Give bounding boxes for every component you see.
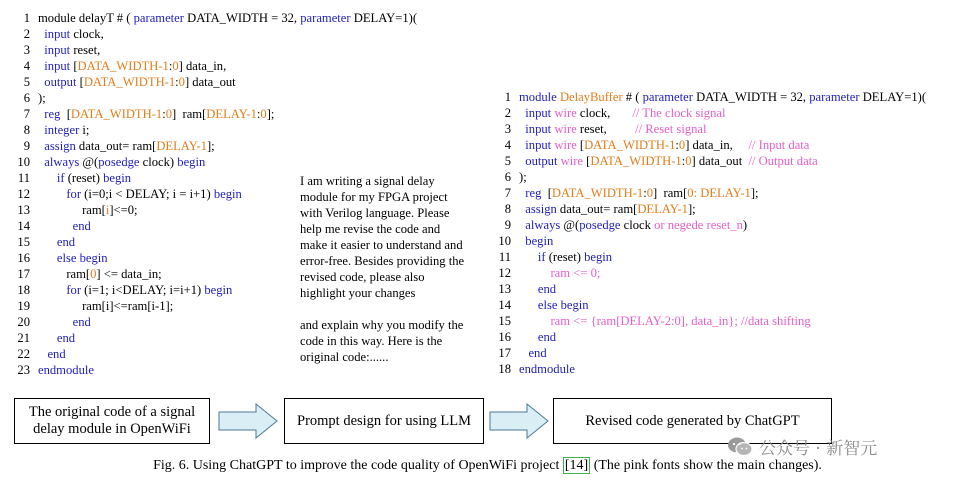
code-token: [38, 235, 57, 249]
line-number: 13: [17, 203, 30, 217]
line-number: 14: [498, 298, 511, 312]
code-line: [14, 42, 417, 58]
line-number: 9: [504, 218, 511, 232]
code-line: [495, 121, 926, 137]
code-token: if: [56, 171, 65, 185]
code-token: endmodule: [519, 362, 575, 376]
code-token: data_out= ram[: [556, 202, 638, 216]
code-token: [: [76, 75, 84, 89]
wechat-logo-icon: [727, 436, 753, 458]
code-token: else begin: [56, 251, 108, 265]
code-token: [38, 315, 73, 329]
code-token: end: [537, 282, 557, 296]
code-token: parameter: [642, 90, 693, 104]
code-token: [: [576, 138, 585, 152]
code-token: [519, 298, 538, 312]
code-token: wire: [554, 122, 577, 136]
line-number: 7: [504, 186, 511, 200]
code-token: // The clock signal: [632, 106, 726, 120]
code-line: [495, 217, 926, 233]
code-line: [495, 281, 926, 297]
code-token: DATA_WIDTH-1: [584, 138, 676, 152]
code-token: 0: [172, 59, 179, 73]
code-token: [38, 283, 66, 297]
line-number: 17: [17, 267, 30, 281]
code-token: parameter: [809, 90, 860, 104]
code-token: 0: [646, 186, 654, 200]
line-number: 21: [17, 331, 30, 345]
code-token: DATA_WIDTH-1: [83, 75, 176, 89]
prompt-design-box-label: Prompt design for using LLM: [297, 412, 471, 429]
line-number: 15: [17, 235, 30, 249]
line-number: 13: [498, 282, 511, 296]
code-token: input: [44, 59, 71, 73]
code-line: [495, 137, 926, 153]
code-token: end: [56, 331, 76, 345]
code-token: DATA_WIDTH-1: [77, 59, 169, 73]
code-token: :: [175, 75, 179, 89]
code-token: if: [537, 250, 546, 264]
code-line: [14, 106, 417, 122]
code-token: ];: [750, 186, 759, 200]
code-token: end: [72, 315, 91, 329]
code-line: [14, 74, 417, 90]
code-token: ] data_out: [691, 154, 749, 168]
code-token: :: [168, 59, 173, 73]
code-line: [495, 297, 926, 313]
code-line: [495, 249, 926, 265]
code-token: begin: [177, 155, 206, 169]
code-token: ram[: [38, 203, 106, 217]
watermark: [727, 434, 877, 459]
line-number: 5: [504, 154, 511, 168]
code-token: DATA_WIDTH-1: [590, 154, 682, 168]
prompt-text: [300, 173, 470, 381]
line-number: 4: [23, 59, 30, 73]
code-token: ];: [266, 107, 275, 121]
code-token: ] data_in,: [685, 138, 749, 152]
code-token: ram[i]<=ram[i-1];: [38, 299, 174, 313]
prompt-paragraph-1: I am writing a signal delay module for my FPGA project with Verilog language. Please help me revise the code and make it easier to understand and error-free. Besides providing the revised code, please also highlight your changes: [300, 174, 465, 300]
code-line: [495, 361, 926, 377]
code-token: always: [44, 155, 80, 169]
code-token: DELAY=1)(: [350, 11, 418, 25]
code-token: DATA_WIDTH-1: [70, 107, 163, 121]
line-number: 6: [23, 91, 30, 105]
code-token: begin: [584, 250, 613, 264]
code-token: module: [519, 90, 560, 104]
original-code-box-label: The original code of a signal delay module in OpenWiFi: [28, 404, 196, 437]
code-token: clock): [139, 155, 178, 169]
code-token: 0: [178, 75, 185, 89]
code-token: (reset): [64, 171, 104, 185]
code-token: );: [38, 91, 46, 105]
arrow-right-icon: [489, 403, 549, 439]
line-number: 12: [17, 187, 30, 201]
line-number: 5: [23, 75, 30, 89]
code-token: ): [742, 218, 748, 232]
code-line: [14, 138, 417, 154]
code-line: [14, 122, 417, 138]
code-token: // Reset signal: [635, 122, 707, 136]
code-token: [: [541, 186, 552, 200]
code-token: posedge: [579, 218, 621, 232]
code-token: [519, 314, 550, 328]
code-token: DATA_WIDTH = 32,: [183, 11, 301, 25]
line-number: 9: [23, 139, 30, 153]
code-token: begin: [525, 234, 554, 248]
code-token: input: [44, 27, 71, 41]
line-number: 17: [498, 346, 511, 360]
code-line: [495, 265, 926, 281]
code-token: reg: [525, 186, 542, 200]
code-token: module delayT # (: [38, 11, 134, 25]
code-line: [495, 233, 926, 249]
code-token: [38, 331, 57, 345]
code-token: assign: [525, 202, 557, 216]
code-token: wire: [554, 138, 577, 152]
prompt-paragraph-2: and explain why you modify the code in this way. Here is the original code:......: [300, 318, 464, 364]
code-token: clock: [620, 218, 655, 232]
line-number: 20: [17, 315, 30, 329]
line-number: 22: [17, 347, 30, 361]
line-number: 11: [17, 171, 30, 185]
line-number: 8: [504, 202, 511, 216]
code-token: :: [162, 107, 166, 121]
code-token: else begin: [537, 298, 589, 312]
code-token: i;: [79, 123, 90, 137]
code-token: clock,: [70, 27, 104, 41]
code-token: [519, 266, 550, 280]
code-token: wire: [560, 154, 584, 168]
code-token: ] ram[: [653, 186, 688, 200]
code-token: always: [525, 218, 561, 232]
code-token: begin: [204, 283, 233, 297]
code-token: :: [675, 138, 679, 152]
code-token: output: [44, 75, 77, 89]
code-token: begin: [213, 187, 242, 201]
watermark-text: 公众号 · 新智元: [759, 439, 878, 459]
caption-reference-link[interactable]: [14]: [564, 458, 589, 473]
code-token: [38, 171, 57, 185]
code-token: (i=0;i < DELAY; i = i+1): [81, 187, 214, 201]
code-token: // Output data: [748, 154, 818, 168]
code-token: 0: [260, 107, 267, 121]
line-number: 14: [17, 219, 30, 233]
code-line: [14, 154, 417, 170]
code-token: [: [60, 107, 71, 121]
line-number: 16: [17, 251, 30, 265]
code-token: );: [519, 170, 527, 184]
line-number: 19: [17, 299, 30, 313]
code-token: ]<=0;: [109, 203, 138, 217]
code-line: [495, 313, 926, 329]
line-number: 16: [498, 330, 511, 344]
line-number: 1: [504, 90, 511, 104]
code-token: ram[: [38, 267, 91, 281]
code-line: [14, 10, 417, 26]
code-token: 0: [90, 267, 97, 281]
caption-text: Fig. 6. Using ChatGPT to improve the code quality of OpenWiFi project: [153, 458, 563, 473]
line-number: 11: [498, 250, 511, 264]
code-token: [519, 282, 538, 296]
line-number: 10: [498, 234, 511, 248]
code-token: end: [72, 219, 91, 233]
line-number: 10: [17, 155, 30, 169]
line-number: 18: [498, 362, 511, 376]
code-token: DATA_WIDTH-1: [551, 186, 644, 200]
line-number: 18: [17, 283, 30, 297]
code-token: integer: [44, 123, 80, 137]
code-token: [519, 250, 538, 264]
code-token: posedge: [98, 155, 140, 169]
code-token: DELAY-1: [156, 139, 207, 153]
code-line: [495, 89, 926, 105]
code-token: end: [528, 346, 547, 360]
code-token: ] data_in,: [178, 59, 227, 73]
revised-code-listing: [495, 89, 926, 377]
code-token: reg: [44, 107, 61, 121]
code-token: output: [525, 154, 558, 168]
code-token: ];: [206, 139, 215, 153]
code-token: [38, 219, 73, 233]
line-number: 3: [23, 43, 30, 57]
code-token: ] <= data_in;: [96, 267, 162, 281]
code-line: [495, 201, 926, 217]
code-token: ] ram[: [172, 107, 207, 121]
code-token: :: [681, 154, 686, 168]
code-line: [495, 153, 926, 169]
code-token: :: [256, 107, 261, 121]
line-number: 7: [23, 107, 30, 121]
code-token: clock,: [576, 106, 633, 120]
code-token: @(: [560, 218, 580, 232]
arrow-right-icon: [218, 403, 278, 439]
code-token: assign: [44, 139, 76, 153]
code-token: [38, 251, 57, 265]
code-line: [495, 169, 926, 185]
code-token: [519, 330, 538, 344]
code-token: (i=1; i<DELAY; i=i+1): [81, 283, 205, 297]
line-number: 2: [23, 27, 30, 41]
code-token: input: [525, 106, 552, 120]
original-code-box: [14, 398, 210, 444]
line-number: 1: [23, 11, 30, 25]
caption-text-end: (The pink fonts show the main changes).: [590, 458, 822, 473]
code-token: input: [525, 138, 552, 152]
code-token: reset,: [576, 122, 636, 136]
code-token: data_out= ram[: [75, 139, 157, 153]
code-line: [14, 90, 417, 106]
code-token: parameter: [300, 11, 351, 25]
code-token: endmodule: [38, 363, 94, 377]
prompt-design-box: [284, 398, 484, 444]
code-token: ] data_out: [184, 75, 236, 89]
code-token: wire: [554, 106, 577, 120]
code-token: ram <= {ram[DELAY-2:0], data_in}; //data shifting: [550, 314, 811, 328]
code-token: or negede reset_n: [654, 218, 743, 232]
code-token: input: [44, 43, 71, 57]
line-number: 12: [498, 266, 511, 280]
code-token: end: [47, 347, 66, 361]
code-line: [495, 185, 926, 201]
code-line: [495, 105, 926, 121]
code-token: // Input data: [748, 138, 810, 152]
code-token: 0: [685, 154, 692, 168]
code-token: DATA_WIDTH = 32,: [692, 90, 810, 104]
line-number: 8: [23, 123, 30, 137]
code-token: DELAY-1: [637, 202, 688, 216]
code-token: ram <= 0;: [550, 266, 601, 280]
code-token: reset,: [70, 43, 101, 57]
code-token: parameter: [133, 11, 184, 25]
code-token: end: [56, 235, 76, 249]
code-token: @(: [79, 155, 99, 169]
code-token: DelayBuffer: [559, 90, 623, 104]
code-token: ];: [687, 202, 696, 216]
code-token: :: [643, 186, 647, 200]
code-token: DELAY-1: [206, 107, 257, 121]
code-token: i: [105, 203, 110, 217]
code-line: [14, 26, 417, 42]
line-number: 6: [504, 170, 511, 184]
code-token: (reset): [545, 250, 585, 264]
code-token: input: [525, 122, 552, 136]
line-number: 2: [504, 106, 511, 120]
code-token: 0: [165, 107, 173, 121]
code-line: [14, 58, 417, 74]
code-line: [495, 329, 926, 345]
code-token: begin: [103, 171, 132, 185]
code-token: # (: [622, 90, 643, 104]
code-token: end: [537, 330, 557, 344]
figure-caption: [0, 458, 975, 474]
line-number: 3: [504, 122, 511, 136]
line-number: 4: [504, 138, 511, 152]
line-number: 23: [17, 363, 30, 377]
code-token: 0: DELAY-1: [687, 186, 751, 200]
line-number: 15: [498, 314, 511, 328]
code-token: [: [70, 59, 78, 73]
code-token: [: [583, 154, 591, 168]
code-token: 0: [678, 138, 686, 152]
code-token: for: [66, 283, 82, 297]
code-token: [38, 187, 66, 201]
code-token: DELAY=1)(: [859, 90, 927, 104]
revised-code-box-label: Revised code generated by ChatGPT: [585, 412, 800, 429]
code-line: [495, 345, 926, 361]
code-token: for: [66, 187, 82, 201]
